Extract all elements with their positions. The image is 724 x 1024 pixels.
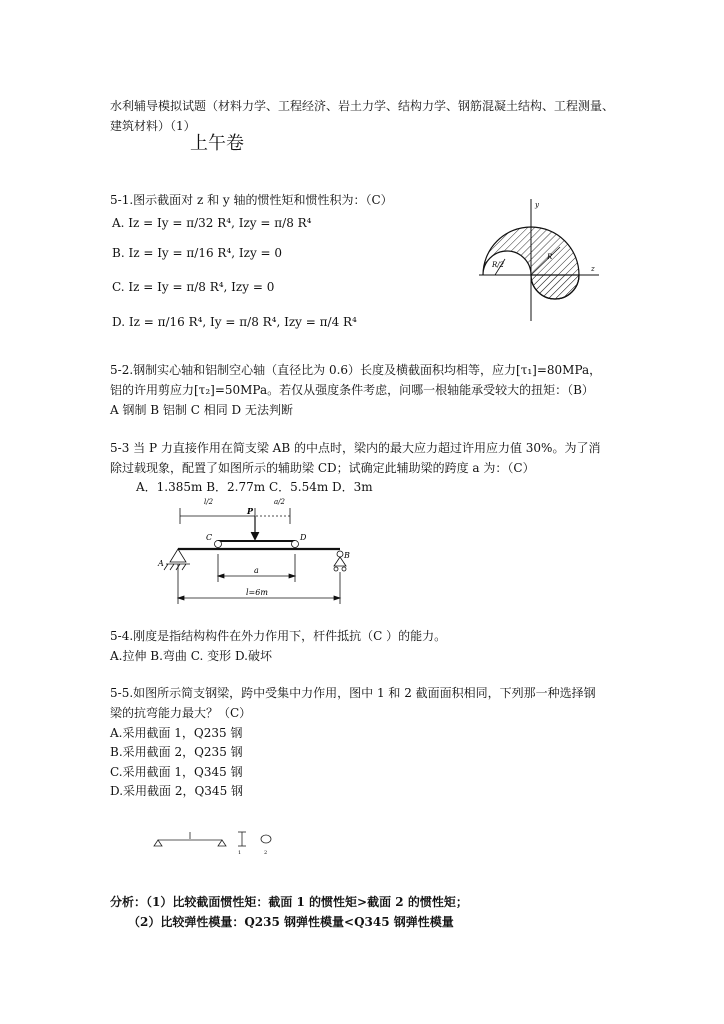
q5-option-b: B.采用截面 2，Q235 钢 [110, 745, 243, 759]
q3-fig-l-dim-label: l=6m [246, 588, 268, 597]
q1-section-figure [475, 195, 605, 325]
analysis-line1: 分析：（1）比较截面惯性矩：截面 1 的惯性矩>截面 2 的惯性矩； [110, 895, 468, 909]
q2-line2: 铝的许用剪应力[τ₂]=50MPa。若仅从强度条件考虑，问哪一根轴能承受较大的扭矩：（B） [110, 383, 594, 397]
q5-line1: 5-5.如图所示简支钢梁，跨中受集中力作用，图中 1 和 2 截面面积相同，下列那一种选择钢 [110, 686, 596, 700]
q3-fig-b-label: B [344, 551, 350, 560]
q3-fig-a-label: A [158, 559, 164, 568]
q1-option-b: B. Iz = Iy = π/16 R⁴, Izy = 0 [112, 246, 283, 260]
analysis-line2: （2）比较弹性模量：Q235 钢弹性模量<Q345 钢弹性模量 [128, 915, 454, 929]
q3-fig-l2-label: l/2 [204, 498, 214, 506]
q2-options: A 钢制 B 铝制 C 相同 D 无法判断 [110, 403, 293, 417]
q1-fig-z-label: z [591, 265, 595, 273]
q1-fig-r-label: R [547, 253, 553, 261]
q3-fig-c-label: C [206, 533, 213, 542]
section-2-mark: 2 [264, 850, 268, 856]
q1-option-a: A. Iz = Iy = π/32 R⁴, Izy = π/8 R⁴ [112, 216, 312, 230]
q4-options: A.拉伸 B.弯曲 C. 变形 D.破坏 [110, 649, 272, 663]
q3-fig-d-label: D [300, 533, 307, 542]
q1-fig-r2-label: R/2 [492, 261, 505, 269]
q1-option-c: C. Iz = Iy = π/8 R⁴, Izy = 0 [112, 280, 275, 294]
q2-line1: 5-2.钢制实心轴和铝制空心轴（直径比为 0.6）长度及横截面积均相等，应力[τ₁]=80MPa， [110, 363, 602, 377]
q3-fig-a-dim-label: a [254, 566, 259, 575]
q3-beam-figure [150, 494, 370, 609]
q1-fig-y-label: y [535, 201, 539, 209]
q3-line1: 5-3 当 P 力直接作用在简支梁 AB 的中点时，梁内的最大应力超过许用应力值 30%。为了消 [110, 441, 601, 455]
q5-option-a: A.采用截面 1，Q235 钢 [110, 726, 243, 740]
q3-options: A．1.385m B．2.77m C．5.54m D．3m [136, 480, 373, 494]
q3-fig-p-label: P [247, 506, 254, 516]
q3-fig-a2-label: a/2 [274, 498, 285, 506]
q1-stem: 5-1.图示截面对 z 和 y 轴的惯性矩和惯性积为：（C） [110, 193, 393, 207]
q1-option-d: D. Iz = π/16 R⁴, Iy = π/8 R⁴, Izy = π/4 R⁴ [112, 315, 357, 329]
session-title: 上午卷 [190, 133, 244, 154]
q5-option-d: D.采用截面 2，Q345 钢 [110, 784, 244, 798]
q5-beam-figure [150, 826, 280, 856]
q5-option-c: C.采用截面 1，Q345 钢 [110, 765, 243, 779]
q5-line2: 梁的抗弯能力最大？（C） [110, 706, 252, 720]
section-1-mark: 1 [238, 850, 242, 856]
doc-title-line2: 建筑材料）（1） [110, 119, 196, 133]
doc-title-line1: 水利辅导模拟试题（材料力学、工程经济、岩土力学、结构力学、钢筋混凝土结构、工程测量、 [110, 99, 615, 113]
q3-line2: 除过载现象，配置了如图所示的辅助梁 CD；试确定此辅助梁的跨度 a 为：（C） [110, 461, 535, 475]
q4-line1: 5-4.刚度是指结构构件在外力作用下，杆件抵抗（C ）的能力。 [110, 629, 447, 643]
